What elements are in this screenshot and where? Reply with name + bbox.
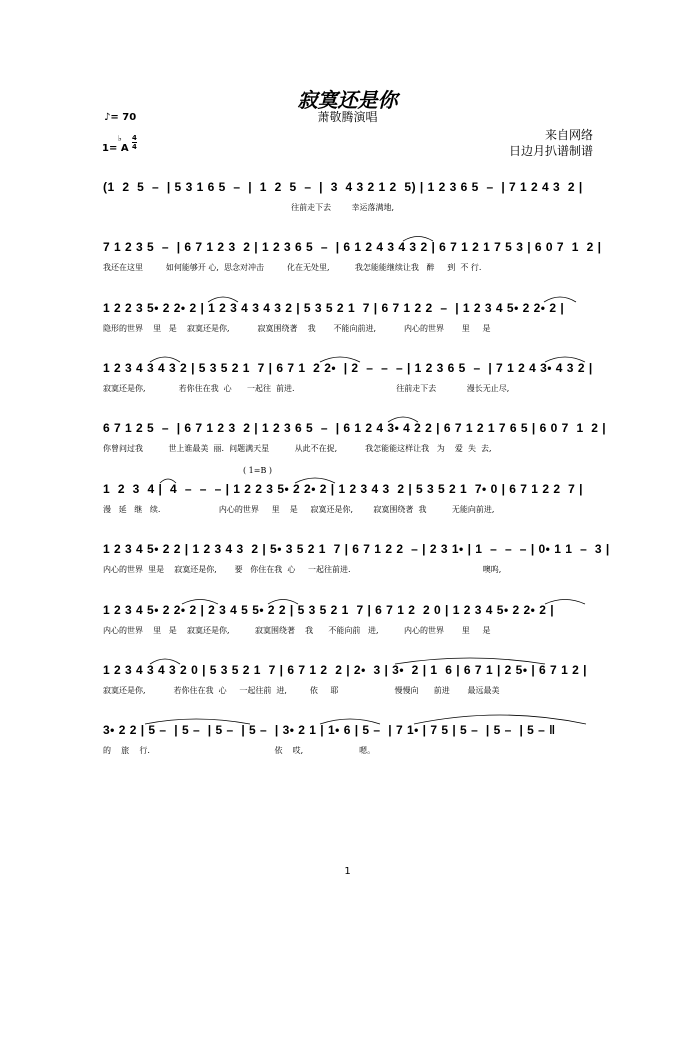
lyrics-line: 隐形的世界 里 是 寂寞还是你, 寂寞围绕著 我 不能向前进, 内心的世界 里 是 (103, 324, 491, 333)
singer-credit: 萧敬腾演唱 (317, 110, 378, 124)
song-title: 寂寞还是你 (297, 88, 398, 112)
slur-mark (182, 600, 218, 605)
slur-mark (145, 719, 250, 724)
notation-line: 7 1 2 3 5 – | 6 7 1 2 3 2 | 1 2 3 6 5 – | 6 1 2 4 3 4 3 2 | 6 7 1 2 1 7 5 3 | 6 0 7 1 2 | (103, 240, 602, 254)
time-signature-bottom: 4 (132, 143, 137, 151)
time-signature-top: 4 (132, 134, 137, 142)
lyrics-line: 我还在这里 如何能够开 心, 思念对冲击 化在无处里, 我怎能能继续让我 醉 到 不 行. (103, 263, 482, 272)
eighth-note-icon: ♪ (104, 112, 111, 123)
lyrics-line: 内心的世界 里 是 寂寞还是你, 寂寞围绕著 我 不能向前 进, 内心的世界 里 是 (103, 626, 491, 635)
slur-mark (150, 357, 180, 362)
slur-mark (395, 658, 545, 664)
slur-mark (208, 297, 238, 302)
slur-mark (545, 357, 585, 362)
lyrics-line: 的 旅 行. 依 哎, 嗯。 (103, 746, 376, 755)
slur-mark (414, 715, 586, 724)
notation-line: 1 2 3 4 3 4 3 2 0 | 5 3 5 2 1 7 | 6 7 1 2 2 | 2• 3 | 3• 2 | 1 6 | 6 7 1 | 2 5• | 6 7 1 2 | (103, 663, 587, 677)
key-signature: 1= A (102, 143, 129, 154)
slur-mark (403, 237, 433, 242)
lyrics-line: 你曾问过我 世上谁最美 丽. 问题满天星 从此不在捉, 我怎能能这样让我 为 爱 失 去, (103, 444, 492, 453)
notation-line: 6 7 1 2 5 – | 6 7 1 2 3 2 | 1 2 3 6 5 – | 6 1 2 4 3• 4 2 2 | 6 7 1 2 1 7 6 5 | 6 0 7 1 2 | (103, 421, 607, 435)
slur-mark (160, 479, 176, 483)
slur-mark (544, 297, 576, 302)
lyrics-line: 寂寞还是你, 若你住在我 心 一起往前 进, 依 耶 慢慢向 前进 最远最美 (103, 686, 500, 695)
notation-line: 1 2 3 4 3 4 3 2 | 5 3 5 2 1 7 | 6 7 1 2 2• | 2 – – – | 1 2 3 6 5 – | 7 1 2 4 3• 4 3 2 | (103, 361, 593, 375)
source-credit: 来自网络 (544, 128, 593, 142)
tempo-value: = 70 (110, 112, 137, 123)
lyrics-line: 漫 延 继 续. 内心的世界 里 是 寂寞还是你, 寂寞围绕著 我 无能向前进, (103, 505, 495, 514)
notation-line: (1 2 5 – | 5 3 1 6 5 – | 1 2 5 – | 3 4 3 2 1 2 5) | 1 2 3 6 5 – | 7 1 2 4 3 2 | (103, 180, 583, 194)
lyrics-line: 寂寞还是你, 若你住在我 心 一起往 前进. 往前走下去 漫长无止尽, (103, 384, 510, 393)
notation-line: 1 2 3 4 | 4 – – – | 1 2 2 3 5• 2 2• 2 | 1 2 3 4 3 2 | 5 3 5 2 1 7• 0 | 6 7 1 2 2 7 | (103, 482, 584, 496)
page-number: 1 (344, 866, 351, 877)
arranger-credit: 日边月扒谱制谱 (508, 144, 593, 158)
slur-mark (268, 600, 298, 605)
notation-line: 1 2 3 4 5• 2 2 | 1 2 3 4 3 2 | 5• 3 5 2 1 7 | 6 7 1 2 2 – | 2 3 1• | 1 – – – | 0• 1 1 – 3 | (103, 542, 610, 556)
slur-mark (150, 659, 180, 664)
notation-line: 1 2 3 4 5• 2 2• 2 | 2 3 4 5 5• 2 2 | 5 3 5 2 1 7 | 6 7 1 2 2 0 | 1 2 3 4 5• 2 2• 2 | (103, 603, 555, 617)
slur-mark (295, 478, 335, 483)
notation-line: 3• 2 2 | 5 – | 5 – | 5 – | 5 – | 3• 2 1 | 1• 6 | 5 – | 7 1• | 7 5 | 5 – | 5 – | 5 – ‖ (103, 723, 556, 737)
flat-icon: ♭ (118, 134, 122, 143)
notation-line: 1 2 2 3 5• 2 2• 2 | 1 2 3 4 3 4 3 2 | 5 3 5 2 1 7 | 6 7 1 2 2 – | 1 2 3 4 5• 2 2• 2 | (103, 301, 565, 315)
slur-mark (545, 600, 585, 605)
key-change-annotation: ( 1=B ) (243, 466, 272, 475)
lyrics-line: 往前走下去 幸运落满地, (103, 203, 395, 212)
slur-mark (388, 417, 418, 422)
slur-mark (320, 719, 380, 724)
slur-mark (320, 357, 360, 362)
lyrics-line: 内心的世界 里是 寂寞还是你, 要 你住在我 心 一起往前进. 噢呜, (103, 565, 502, 574)
